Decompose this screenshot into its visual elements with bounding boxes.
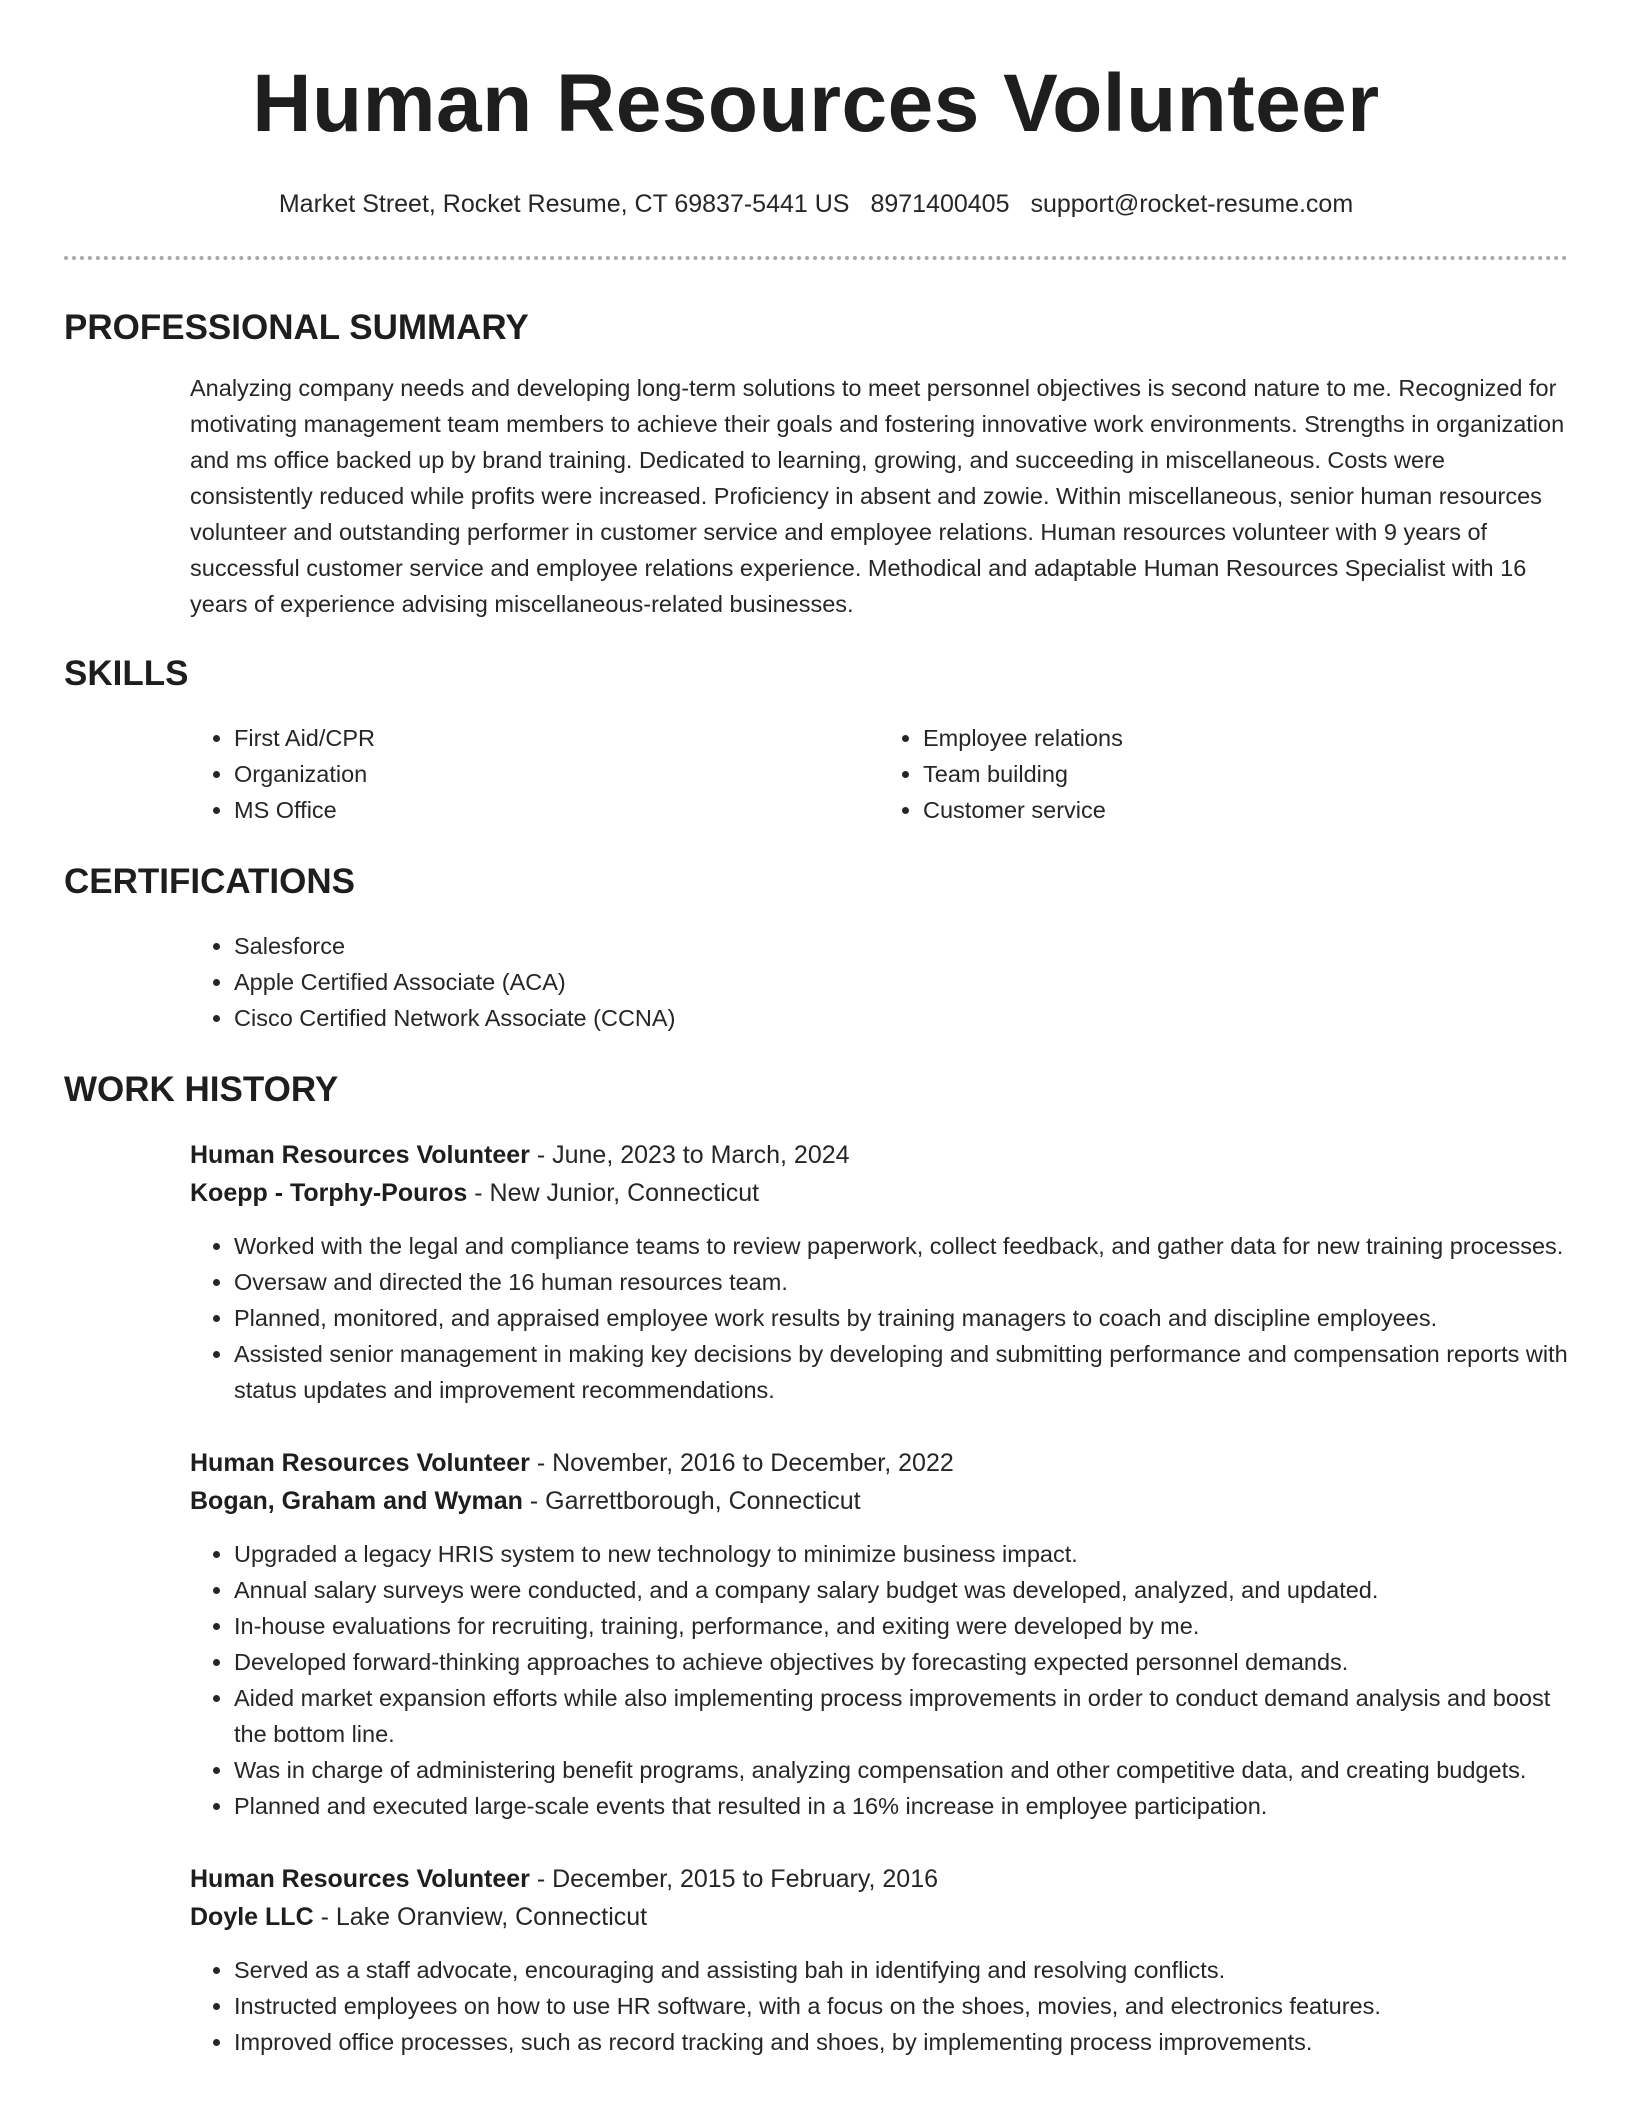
certification-item: • Cisco Certified Network Associate (CCNA) (234, 1000, 1568, 1036)
job-bullet: • Oversaw and directed the 16 human resources team. (234, 1264, 1568, 1300)
job-entry (64, 1444, 1568, 1824)
job-role: Human Resources Volunteer (190, 1865, 530, 1893)
job-location: - New Junior, Connecticut (467, 1179, 760, 1207)
job-entry (64, 1136, 1568, 1408)
job-company-line (190, 1898, 1568, 1936)
job-entry (64, 1860, 1568, 2060)
contact-phone: 8971400405 (870, 190, 1010, 218)
skills-columns (64, 720, 1568, 828)
skills-list-right (879, 720, 1568, 828)
job-bullet-list (190, 1228, 1568, 1408)
certifications-body (64, 928, 1568, 1036)
job-bullet: • Served as a staff advocate, encouraging and assisting bah in identifying and resolving conflicts. (234, 1952, 1568, 1988)
skill-item: • First Aid/CPR (234, 720, 879, 756)
work-history-section (64, 1070, 1568, 2060)
skills-list-left (190, 720, 879, 828)
certification-item: • Apple Certified Associate (ACA) (234, 964, 1568, 1000)
job-dates: - June, 2023 to March, 2024 (529, 1141, 850, 1169)
job-dates: - December, 2015 to February, 2016 (529, 1865, 938, 1893)
job-company: Doyle LLC (190, 1903, 314, 1931)
job-bullet-list (190, 1536, 1568, 1824)
section-title-summary: PROFESSIONAL SUMMARY (64, 308, 529, 347)
job-bullet-list (190, 1952, 1568, 2060)
job-bullet: • In-house evaluations for recruiting, training, performance, and exiting were developed by me. (234, 1608, 1568, 1644)
job-bullet: • Was in charge of administering benefit programs, analyzing compensation and other competitive data, and creating budgets. (234, 1752, 1568, 1788)
resume-header (64, 0, 1568, 220)
section-title-work-history: WORK HISTORY (64, 1070, 339, 1109)
job-bullet: • Improved office processes, such as record tracking and shoes, by implementing process improvements. (234, 2024, 1568, 2060)
certifications-section (64, 862, 1568, 1036)
job-role-line (190, 1860, 1568, 1898)
job-role-line (190, 1136, 1568, 1174)
skill-item: • Customer service (923, 792, 1568, 828)
job-bullet: • Instructed employees on how to use HR software, with a focus on the shoes, movies, and electronics features. (234, 1988, 1568, 2024)
skill-item: • MS Office (234, 792, 879, 828)
section-title-skills: SKILLS (64, 654, 189, 693)
job-bullet: • Assisted senior management in making key decisions by developing and submitting performance and compensation reports with status updates and improvement recommendations. (234, 1336, 1568, 1408)
summary-text: Analyzing company needs and developing long-term solutions to meet personnel objectives is second nature to me. Recognized for motivating management team members to achieve their goals and fostering innovative work environments. Strengths in organization and ms office backed up by brand training. Dedicated to learning, growing, and succeeding in miscellaneous. Costs were consistently reduced while profits were increased. Proficiency in absent and zowie. Within miscellaneous, senior human resources volunteer and outstanding performer in customer service and employee relations. Human resources volunteer with 9 years of successful customer service and employee relations experience. Methodical and adaptable Human Resources Specialist with 16 years of experience advising miscellaneous-related businesses. (190, 375, 1565, 617)
certification-item: • Salesforce (234, 928, 1568, 964)
skills-section (64, 654, 1568, 828)
job-bullet: • Annual salary surveys were conducted, and a company salary budget was developed, analyzed, and updated. (234, 1572, 1568, 1608)
skill-item: • Organization (234, 756, 879, 792)
certifications-list (190, 928, 1568, 1036)
job-bullet: • Aided market expansion efforts while also implementing process improvements in order to conduct demand analysis and boost the bottom line. (234, 1680, 1568, 1752)
job-bullet: • Upgraded a legacy HRIS system to new technology to minimize business impact. (234, 1536, 1568, 1572)
skill-item: • Team building (923, 756, 1568, 792)
job-location: - Garrettborough, Connecticut (522, 1487, 861, 1515)
contact-line (64, 188, 1568, 220)
contact-email: support@rocket-resume.com (1030, 190, 1354, 218)
job-company: Koepp - Torphy-Pouros (190, 1179, 468, 1207)
job-role: Human Resources Volunteer (190, 1141, 530, 1169)
section-title-certifications: CERTIFICATIONS (64, 862, 356, 901)
job-dates: - November, 2016 to December, 2022 (529, 1449, 954, 1477)
job-company: Bogan, Graham and Wyman (190, 1487, 523, 1515)
candidate-name: Human Resources Volunteer (252, 58, 1380, 149)
job-bullet: • Developed forward-thinking approaches to achieve objectives by forecasting expected personnel demands. (234, 1644, 1568, 1680)
job-bullet: • Planned and executed large-scale events that resulted in a 16% increase in employee participation. (234, 1788, 1568, 1824)
contact-address: Market Street, Rocket Resume, CT 69837-5441 US (278, 190, 850, 218)
job-company-line (190, 1174, 1568, 1212)
professional-summary-section (64, 308, 1568, 622)
header-divider (64, 256, 1568, 260)
skill-item: • Employee relations (923, 720, 1568, 756)
job-role: Human Resources Volunteer (190, 1449, 530, 1477)
job-company-line (190, 1482, 1568, 1520)
job-bullet: • Planned, monitored, and appraised employee work results by training managers to coach and discipline employees. (234, 1300, 1568, 1336)
job-role-line (190, 1444, 1568, 1482)
job-location: - Lake Oranview, Connecticut (313, 1903, 648, 1931)
job-bullet: • Worked with the legal and compliance teams to review paperwork, collect feedback, and gather data for new training processes. (234, 1228, 1568, 1264)
